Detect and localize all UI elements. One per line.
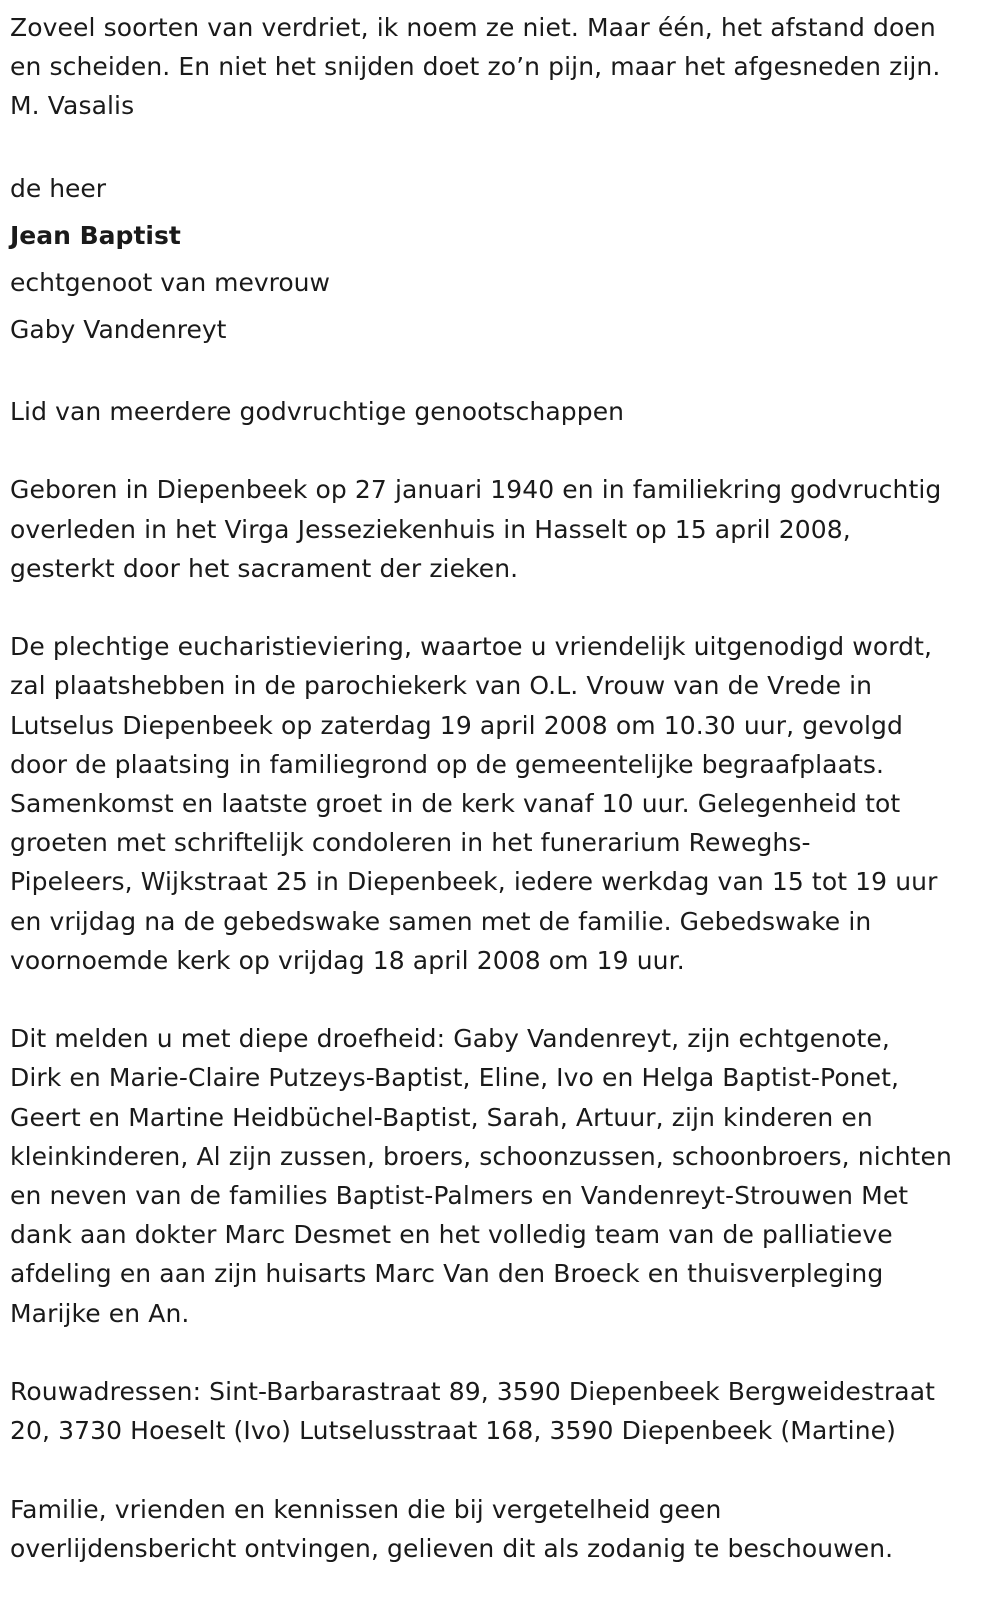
paragraph-line: en vrijdag na de gebedswake samen met de familie. Gebedswake in: [10, 906, 872, 936]
spacer: [10, 1333, 990, 1372]
paragraph-line: zal plaatshebben in de parochiekerk van O.L. Vrouw van de Vrede in: [10, 671, 873, 701]
membership-text: Lid van meerdere godvruchtige genootschappen: [10, 396, 625, 426]
spouse-label: echtgenoot van mevrouw: [10, 267, 330, 297]
paragraph-line: Lutselus Diepenbeek op zaterdag 19 april 2008 om 10.30 uur, gevolgd: [10, 710, 903, 740]
deceased-title: de heer: [10, 173, 107, 203]
paragraph-line: De plechtige eucharistieviering, waartoe u vriendelijk uitgenodigd wordt,: [10, 632, 933, 662]
spacer: [10, 1450, 990, 1489]
paragraph-line: Geert en Martine Heidbüchel-Baptist, Sarah, Artuur, zijn kinderen en: [10, 1102, 873, 1132]
deceased-info: [10, 165, 990, 353]
paragraph-line: kleinkinderen, Al zijn zussen, broers, schoonzussen, schoonbroers, nichten: [10, 1141, 952, 1171]
poem-line: en scheiden. En niet het snijden doet zo’n pijn, maar het afgesneden zijn.: [10, 52, 941, 82]
paragraph-line: overleden in het Virga Jesseziekenhuis in Hasselt op 15 april 2008,: [10, 514, 851, 544]
spacer: [10, 431, 990, 470]
paragraph-line: Familie, vrienden en kennissen die bij vergetelheid geen: [10, 1494, 722, 1524]
paragraph-line: groeten met schriftelijk condoleren in het funerarium Reweghs-: [10, 828, 811, 858]
paragraph-line: voornoemde kerk op vrijdag 18 april 2008 om 19 uur.: [10, 945, 685, 975]
paragraph-line: gesterkt door het sacrament der zieken.: [10, 553, 519, 583]
birth-death-paragraph: [10, 470, 990, 588]
closing-paragraph: [10, 1490, 990, 1568]
spacer: [10, 126, 990, 165]
ceremony-paragraph: [10, 627, 990, 980]
paragraph-line: en neven van de families Baptist-Palmers en Vandenreyt-Strouwen Met: [10, 1181, 909, 1210]
announcement-paragraph: [10, 1019, 990, 1333]
poem-quote: [10, 8, 990, 126]
spacer: [10, 980, 990, 1019]
deceased-name: Jean Baptist: [10, 220, 181, 250]
paragraph-line: overlijdensbericht ontvingen, gelieven dit als zodanig te beschouwen.: [10, 1533, 894, 1563]
spacer: [10, 588, 990, 627]
paragraph-line: afdeling en aan zijn huisarts Marc Van den Broeck en thuisverpleging: [10, 1259, 884, 1289]
paragraph-line: Dit melden u met diepe droefheid: Gaby Vandenreyt, zijn echtgenote,: [10, 1024, 890, 1054]
paragraph-line: Marijke en An.: [10, 1298, 190, 1328]
paragraph-line: dank aan dokter Marc Desmet en het volledig team van de palliatieve: [10, 1220, 893, 1250]
paragraph-line: door de plaatsing in familiegrond op de gemeentelijke begraafplaats.: [10, 749, 885, 779]
paragraph-line: Geboren in Diepenbeek op 27 januari 1940 en in familiekring godvruchtig: [10, 475, 942, 505]
paragraph-line: Rouwadressen: Sint-Barbarastraat 89, 3590 Diepenbeek Bergweidestraat: [10, 1377, 936, 1406]
paragraph-line: Pipeleers, Wijkstraat 25 in Diepenbeek, iedere werkdag van 15 tot 19 uur: [10, 867, 938, 897]
paragraph-line: Dirk en Marie-Claire Putzeys-Baptist, Eline, Ivo en Helga Baptist-Ponet,: [10, 1063, 900, 1093]
spacer: [10, 353, 990, 392]
poem-author: M. Vasalis: [10, 91, 135, 121]
poem-line: Zoveel soorten van verdriet, ik noem ze niet. Maar één, het afstand doen: [10, 13, 936, 42]
paragraph-line: Samenkomst en laatste groet in de kerk vanaf 10 uur. Gelegenheid tot: [10, 788, 901, 818]
paragraph-line: 20, 3730 Hoeselt (Ivo) Lutselusstraat 168, 3590 Diepenbeek (Martine): [10, 1416, 896, 1446]
spouse-name: Gaby Vandenreyt: [10, 314, 227, 344]
membership-paragraph: [10, 392, 990, 431]
addresses-paragraph: [10, 1372, 990, 1450]
